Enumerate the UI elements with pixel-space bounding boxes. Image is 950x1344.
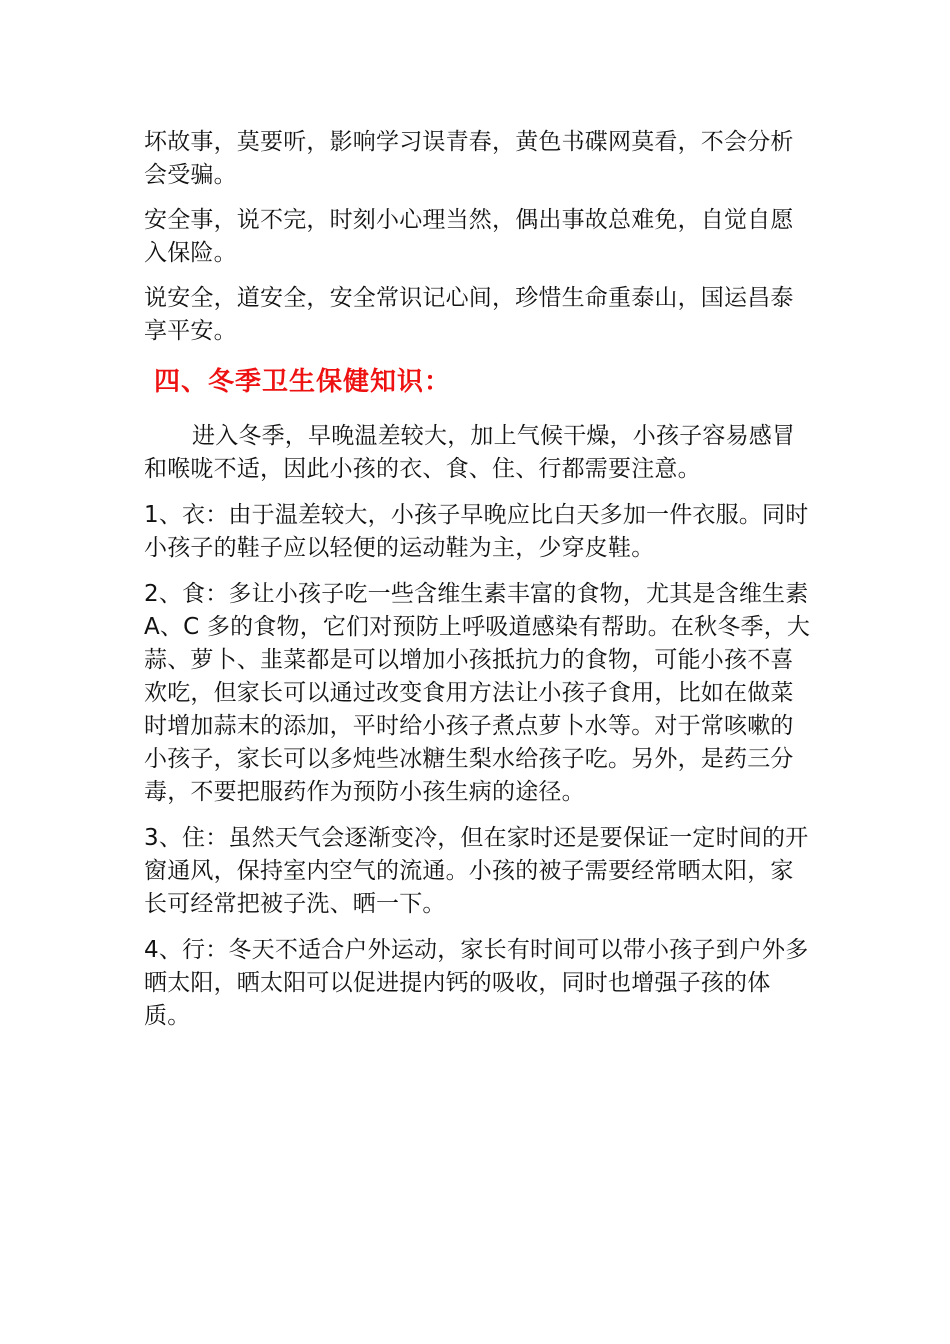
- item-housing: 3、住：虽然天气会逐渐变冷，但在家时还是要保证一定时间的开窗通风，保持室内空气的流通。小孩的被子需要经常晒太阳，家长可经常把被子洗、晒一下。: [144, 825, 809, 917]
- paragraph-safety-matters: 安全事，说不完，时刻小心理当然，偶出事故总难免，自觉自愿入保险。: [144, 207, 794, 266]
- paragraph-bad-stories: 坏故事，莫要听，影响学习误青春，黄色书碟网莫看，不会分析会受骗。: [144, 129, 794, 188]
- section-heading: 四、冬季卫生保健知识：: [154, 367, 452, 397]
- paragraph-talk-safety: 说安全，道安全，安全常识记心间，珍惜生命重泰山，国运昌泰享平安。: [144, 285, 794, 344]
- intro-paragraph: 进入冬季，早晚温差较大，加上气候干燥，小孩子容易感冒和喉咙不适，因此小孩的衣、食、住、行都需要注意。: [144, 423, 796, 482]
- item-travel: 4、行：冬天不适合户外运动，家长有时间可以带小孩子到户外多晒太阳，晒太阳可以促进提内钙的吸收，同时也增强子孩的体质。: [144, 937, 809, 1029]
- item-clothing: 1、衣：由于温差较大，小孩子早晚应比白天多加一件衣服。同时小孩子的鞋子应以轻便的运动鞋为主，少穿皮鞋。: [144, 502, 809, 561]
- item-food: 2、食：多让小孩子吃一些含维生素丰富的食物，尤其是含维生素 A、C 多的食物，它们对预防上呼吸道感染有帮助。在秋冬季，大蒜、萝卜、韭菜都是可以增加小孩抵抗力的食物，可能小孩不喜欢吃，但家长可以通过改变食用方法让小孩子食用，比如在做菜时增加蒜末的添加，平时给小孩子煮点萝卜水等。对于常咳嗽的小孩子，家长可以多炖些冰糖生梨水给孩子吃。另外，是药三分毒，不要把服药作为预防小孩生病的途径。: [144, 581, 811, 805]
- document-body: [144, 126, 812, 1033]
